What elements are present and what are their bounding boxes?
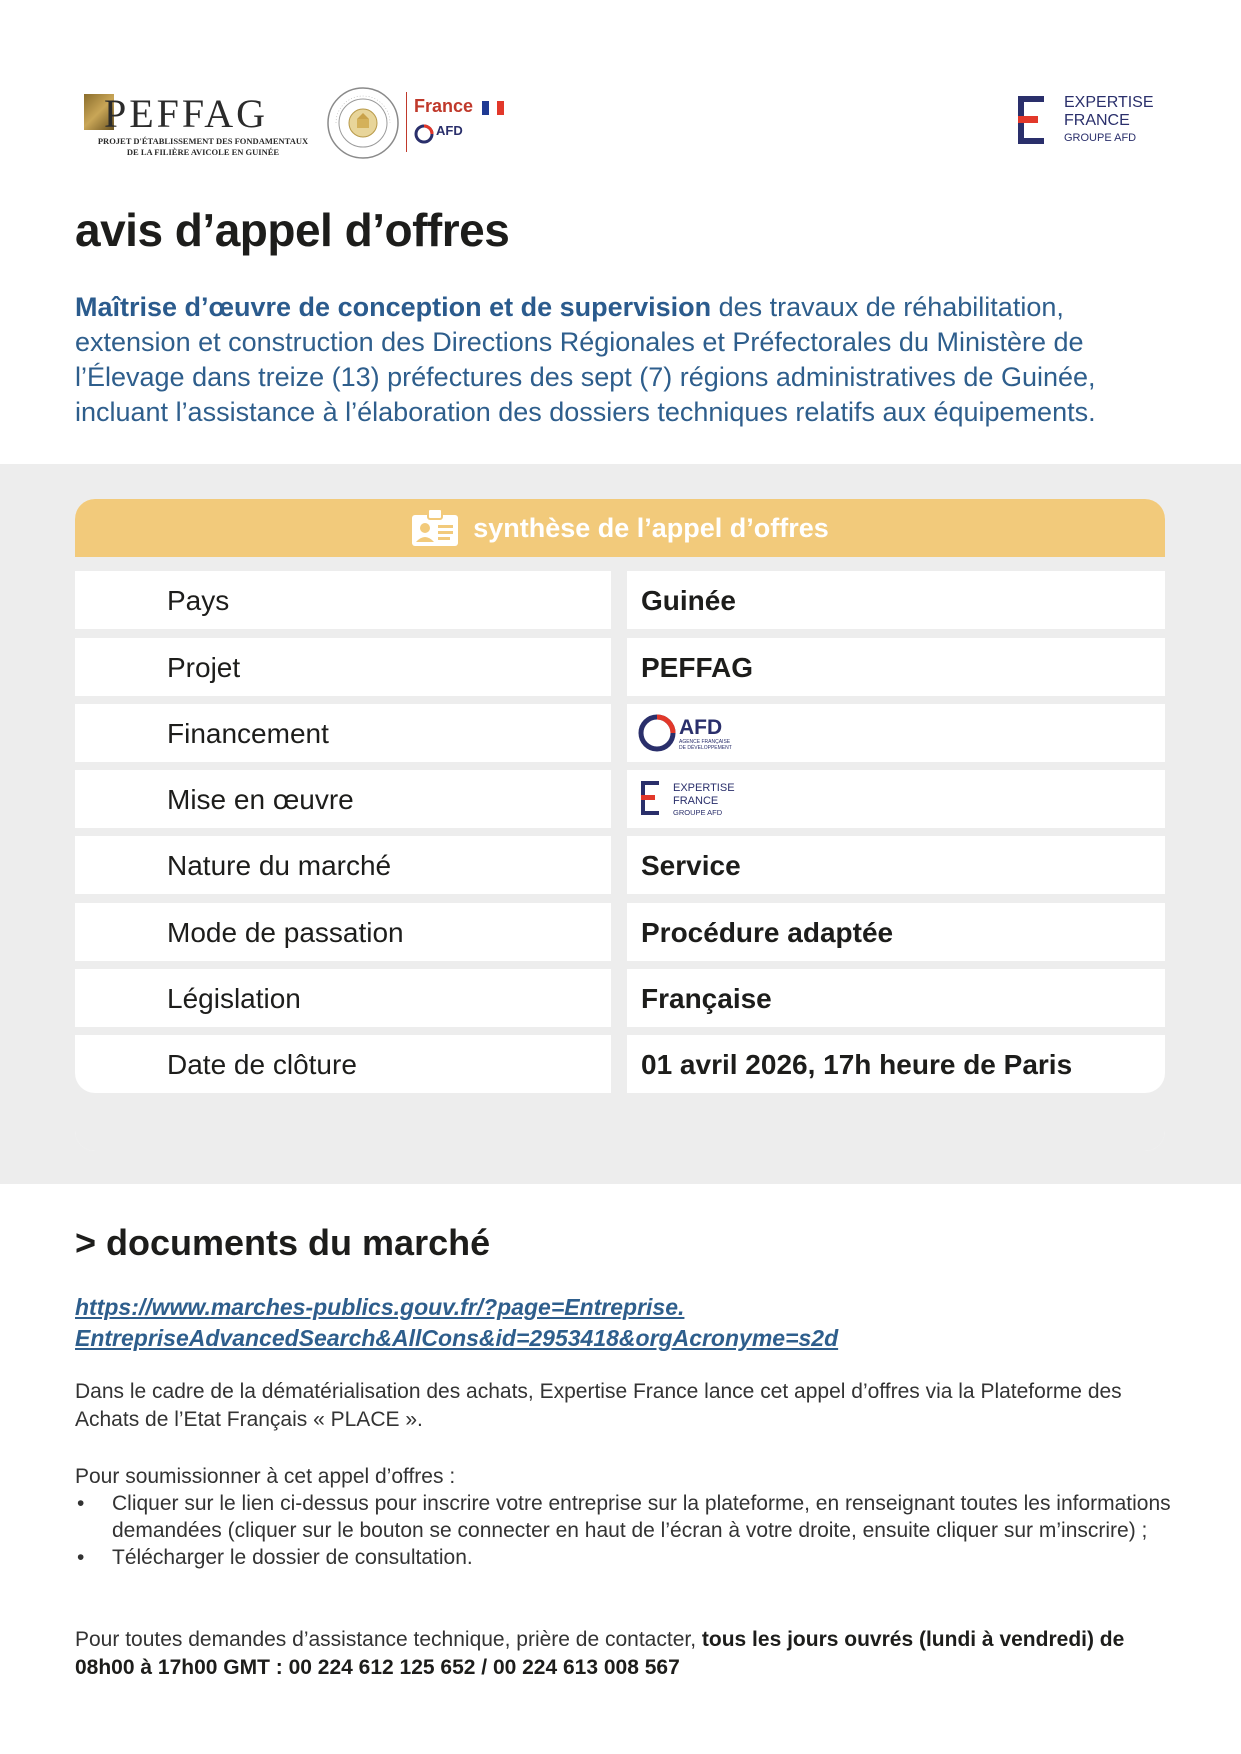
afd-logo-sub1: AGENCE FRANÇAISE bbox=[679, 739, 731, 745]
row-label: Nature du marché bbox=[167, 850, 392, 881]
summary-row-pays bbox=[75, 571, 1165, 629]
expertise-line3: GROUPE AFD bbox=[1064, 132, 1137, 144]
afd-logo-text: AFD bbox=[679, 716, 723, 739]
link-line-2[interactable]: EntrepriseAdvancedSearch&AllCons&id=2953418&orgAcronyme=s2d bbox=[75, 1325, 839, 1351]
list-item: • Télécharger le dossier de consultation. bbox=[75, 1544, 1185, 1571]
summary-heading: synthèse de l’appel d’offres bbox=[473, 512, 829, 543]
id-card-icon bbox=[411, 509, 459, 547]
peffag-logo bbox=[84, 86, 314, 158]
row-value: Française bbox=[641, 983, 772, 1014]
row-label: Date de clôture bbox=[167, 1049, 357, 1080]
afd-small-logo bbox=[414, 120, 484, 148]
dematerialisation-paragraph: Dans le cadre de la dématérialisation des achats, Expertise France lance cet appel d’offres via la Plateforme des Achats de l’Etat Français « PLACE ». bbox=[75, 1380, 1122, 1431]
afd-logo-sub2: DE DÉVELOPPEMENT bbox=[679, 745, 732, 751]
row-label: Financement bbox=[167, 718, 329, 749]
row-label: Mise en œuvre bbox=[167, 784, 354, 815]
summary-header bbox=[75, 499, 1165, 557]
summary-rows bbox=[75, 557, 1165, 1151]
france-label: France bbox=[414, 96, 474, 116]
link-line-1[interactable]: https://www.marches-publics.gouv.fr/?page=Entreprise. bbox=[75, 1294, 685, 1320]
summary-row-mode bbox=[75, 903, 1165, 961]
afd-logo bbox=[637, 712, 747, 754]
intro-paragraph bbox=[75, 290, 1185, 430]
contact-paragraph bbox=[75, 1626, 1185, 1682]
summary-row-financement bbox=[75, 704, 1165, 762]
expertise-france-logo bbox=[1018, 92, 1188, 152]
page-title: avis d’appel d’offres bbox=[75, 204, 510, 256]
row-label: Projet bbox=[167, 652, 241, 683]
expertise-france-small-logo bbox=[641, 778, 761, 820]
mise-logo-l1: EXPERTISE bbox=[673, 782, 735, 794]
header-separator bbox=[406, 92, 407, 152]
summary-card bbox=[75, 499, 1165, 1151]
row-label: Mode de passation bbox=[167, 917, 404, 948]
mise-logo-l2: FRANCE bbox=[673, 795, 719, 807]
expertise-line1: EXPERTISE bbox=[1064, 94, 1154, 111]
row-label: Pays bbox=[167, 585, 230, 616]
summary-row-nature bbox=[75, 836, 1165, 894]
intro-bold: Maîtrise d’œuvre de conception et de supervision bbox=[75, 292, 712, 322]
summary-row-mise-en-oeuvre bbox=[75, 770, 1165, 828]
row-value: 01 avril 2026, 17h heure de Paris bbox=[641, 1049, 1073, 1080]
summary-row-projet bbox=[75, 638, 1165, 696]
documents-heading: > documents du marché bbox=[75, 1222, 491, 1263]
peffag-wordmark: PEFFAG bbox=[104, 91, 268, 136]
intro-rest: des travaux de réhabilitation, extension et construction des Directions Régionales et Préfectorales du Ministère de l’Élevage dans treize (13) préfectures des sept (7) régions administratives de Guinée, incluant l’assistance à l’élaboration des dossiers techniques relatifs aux équipements. bbox=[75, 292, 1096, 427]
list-item: • Cliquer sur le lien ci-dessus pour inscrire votre entreprise sur la plateforme, en renseignant toutes les informations demandées (cliquer sur le bouton se connecter en haut de l’écran à votre droite, ensuite cliquer sur m’inscrire) ; bbox=[75, 1490, 1185, 1544]
summary-row-legislation bbox=[75, 969, 1165, 1027]
row-value: Service bbox=[641, 850, 741, 881]
row-value: PEFFAG bbox=[641, 652, 754, 683]
contact-bold: tous les jours ouvrés (lundi à vendredi) de 08h00 à 17h00 GMT : 00 224 612 125 652 / 00 224 613 008 567 bbox=[75, 1628, 1125, 1679]
guinea-seal-icon bbox=[326, 86, 400, 160]
expertise-line2: FRANCE bbox=[1064, 112, 1130, 129]
place-link[interactable] bbox=[75, 1292, 1175, 1354]
submission-steps bbox=[75, 1490, 1185, 1571]
row-label: Législation bbox=[167, 983, 301, 1014]
submission-intro: Pour soumissionner à cet appel d’offres : bbox=[75, 1465, 456, 1488]
peffag-subtitle: PROJET D'ÉTABLISSEMENT DES FONDAMENTAUX DE LA FILIÈRE AVICOLE EN GUINÉE bbox=[97, 136, 309, 157]
row-value: Guinée bbox=[641, 585, 736, 616]
french-flag-icon bbox=[482, 101, 504, 115]
summary-row-cloture bbox=[75, 1035, 1165, 1093]
contact-plain: Pour toutes demandes d’assistance technique, prière de contacter, bbox=[75, 1628, 702, 1651]
row-value: Procédure adaptée bbox=[641, 917, 894, 948]
afd-small-text: AFD bbox=[436, 123, 463, 138]
mise-logo-l3: GROUPE AFD bbox=[673, 808, 723, 817]
